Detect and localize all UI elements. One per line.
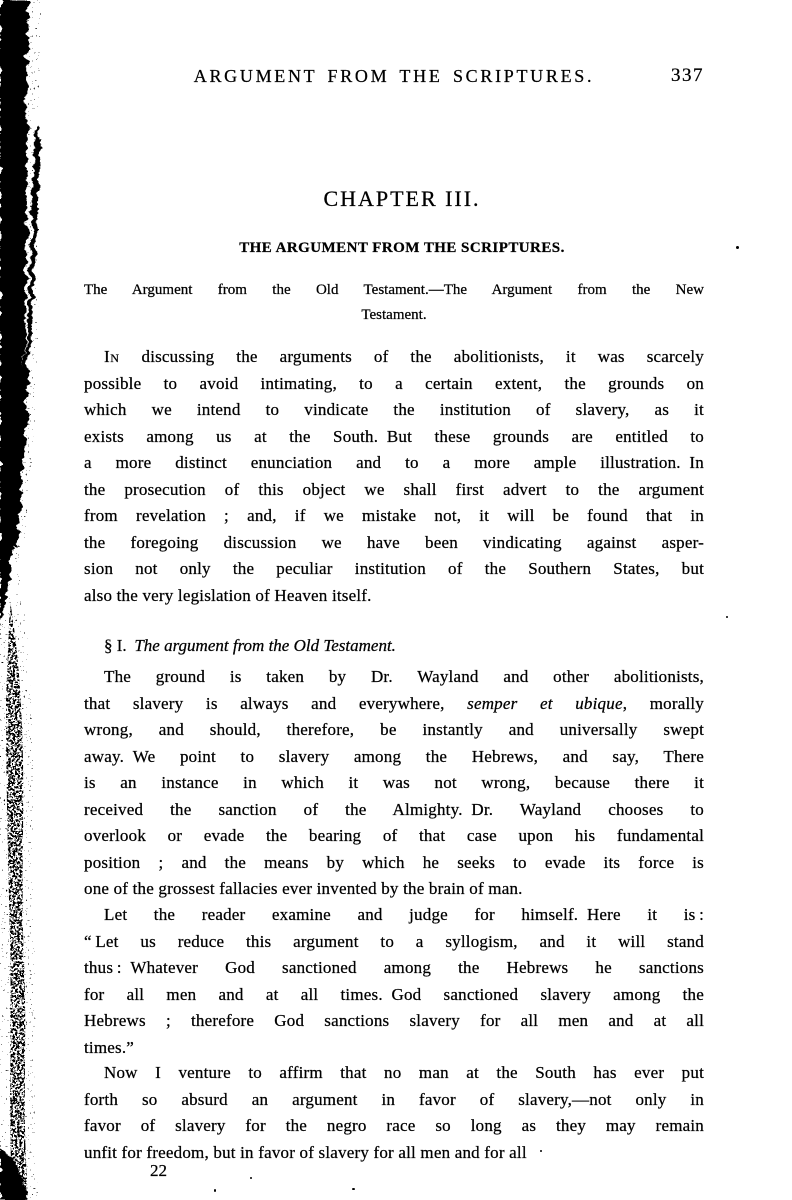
signature-mark: 22 <box>150 1161 167 1180</box>
text-line: times.” <box>84 1037 135 1057</box>
text-line: forth so absurd an argument in favor of slavery,—not only in <box>84 1089 704 1109</box>
paragraph-intro <box>84 344 704 609</box>
scan-speck <box>214 1189 216 1192</box>
section-heading <box>84 632 704 659</box>
paragraph-venture <box>84 1060 704 1166</box>
text-line: from revelation ; and, if we mistake not, it will be found that in <box>84 506 704 525</box>
text-line: Let the reader examine and judge for himself. Here it is : <box>104 905 704 924</box>
text-line: position ; and the means by which he seeks to evade its force is <box>84 852 704 872</box>
text-line: that slavery is always and everywhere, semper et ubique, morally <box>84 693 704 713</box>
text-line: exists among us at the South. But these grounds are entitled to <box>84 426 704 446</box>
text-line: the prosecution of this object we shall first advert to the argument <box>84 479 704 499</box>
running-title: ARGUMENT FROM THE SCRIPTURES. <box>193 66 595 86</box>
contents-line: Testament. <box>361 307 427 323</box>
text-line: overlook or evade the bearing of that case upon his fundamental <box>84 826 704 845</box>
text-line: one of the grossest fallacies ever invented by the brain of man. <box>84 879 523 898</box>
page-number: 337 <box>670 65 704 86</box>
text-line: “ Let us reduce this argument to a syllogism, and it will stand <box>84 931 704 951</box>
text-line: also the very legislation of Heaven itself. <box>84 585 372 605</box>
chapter-contents <box>84 278 704 328</box>
text-line: thus : Whatever God sanctioned among the Hebrews he sanctions <box>84 958 704 977</box>
text-line: the foregoing discussion we have been vindicating against asper- <box>84 532 704 552</box>
text-line: a more distinct enunciation and to a more ample illustration. In <box>84 453 704 472</box>
scan-speck <box>540 1150 542 1152</box>
paragraph-ground <box>84 664 704 903</box>
text-line: which we intend to vindicate the institution of slavery, as it <box>84 400 704 419</box>
page-header <box>84 66 704 90</box>
text-line: is an instance in which it was not wrong, because there it <box>84 773 704 792</box>
text-line: away. We point to slavery among the Hebrews, and say, There <box>84 746 704 766</box>
text-line: for all men and at all times. God sanctioned slavery among the <box>84 984 704 1004</box>
scan-speck <box>250 1177 252 1179</box>
text-line: unfit for freedom, but in favor of slavery for all men and for all <box>84 1142 527 1162</box>
contents-line: The Argument from the Old Testament.—The Argument from the New <box>84 282 704 298</box>
chapter-subtitle: THE ARGUMENT FROM THE SCRIPTURES. <box>239 240 565 256</box>
text-line: received the sanction of the Almighty. Dr. Wayland chooses to <box>84 799 704 819</box>
text-line: favor of slavery for the negro race so long as they may remain <box>84 1116 704 1135</box>
text-line: possible to avoid intimating, to a certain extent, the grounds on <box>84 373 704 393</box>
text-line: Hebrews ; therefore God sanctions slavery for all men and at all <box>84 1011 704 1030</box>
scan-gutter-artifact <box>0 0 72 1200</box>
text-line: The ground is taken by Dr. Wayland and other abolitionists, <box>104 667 704 686</box>
chapter-title: CHAPTER III. <box>323 186 481 211</box>
text-line: wrong, and should, therefore, be instantly and universally swept <box>84 720 704 739</box>
scan-speck <box>352 1188 355 1190</box>
scan-speck <box>726 616 728 618</box>
section-mark: § I. <box>104 636 127 655</box>
text-line: sion not only the peculiar institution of the Southern States, but <box>84 559 704 578</box>
paragraph-syllogism <box>84 902 704 1061</box>
scan-speck <box>736 246 739 249</box>
section-title: The argument from the Old Testament. <box>134 636 396 655</box>
text-line: Now I venture to affirm that no man at the South has ever put <box>104 1063 704 1082</box>
text-line: In discussing the arguments of the abolitionists, it was scarcely <box>104 347 704 366</box>
